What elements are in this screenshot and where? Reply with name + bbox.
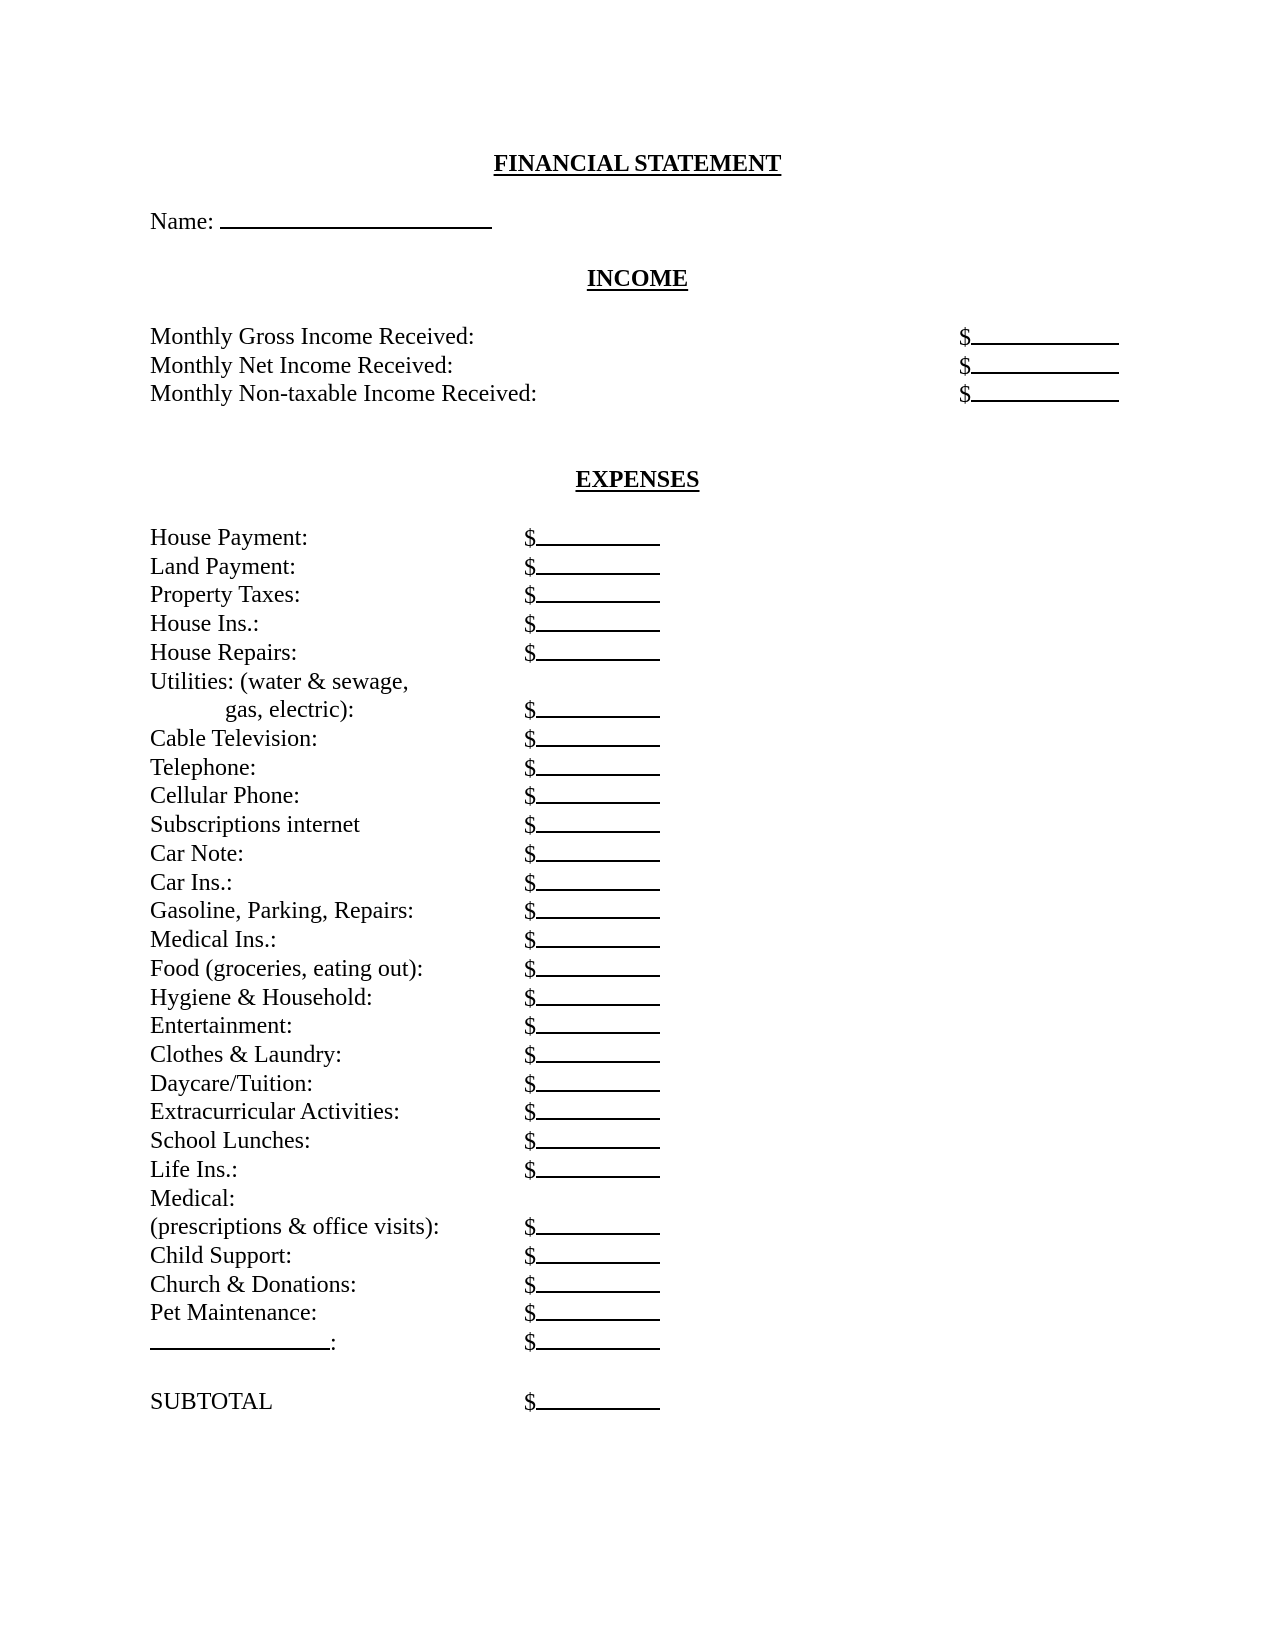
expense-item-amount [524, 725, 660, 754]
expense-item-label: Telephone: [150, 754, 257, 781]
expense-item-label: Medical Ins.: [150, 927, 277, 954]
expense-amount-field[interactable] [536, 1070, 660, 1092]
expense-item-label: Pet Maintenance: [150, 1300, 318, 1327]
currency-symbol: $ [524, 1157, 536, 1184]
expense-item-amount [524, 955, 660, 984]
expense-item-amount [524, 1041, 660, 1070]
expense-item-label: Clothes & Laundry: [150, 1041, 342, 1068]
currency-symbol: $ [524, 583, 536, 610]
expense-item-label: Land Payment: [150, 553, 296, 580]
currency-symbol: $ [524, 1390, 536, 1416]
expense-amount-field[interactable] [536, 524, 660, 546]
expense-item-amount [524, 524, 660, 553]
expense-item-amount [524, 1070, 660, 1099]
currency-symbol: $ [524, 1215, 536, 1242]
name-field[interactable] [220, 207, 492, 229]
income-item-amount [959, 323, 1119, 352]
income-heading: INCOME [586, 266, 689, 292]
expense-item-amount [524, 897, 660, 926]
expense-item-amount [524, 1271, 660, 1300]
expense-item-label: Extracurricular Activities: [150, 1099, 400, 1126]
expense-item-amount [524, 1127, 660, 1156]
expense-item-label: Cable Television: [150, 726, 318, 753]
expense-item-amount [524, 1012, 660, 1041]
expense-amount-field[interactable] [536, 1242, 660, 1264]
income-item-label: Monthly Net Income Received: [150, 352, 454, 379]
expense-item-amount [524, 754, 660, 783]
expense-item-amount [524, 1328, 660, 1357]
income-amount-field[interactable] [971, 323, 1119, 345]
custom-expense-colon: : [330, 1330, 337, 1357]
expense-item-amount [524, 840, 660, 869]
expense-amount-field[interactable] [536, 1156, 660, 1178]
expense-amount-field[interactable] [536, 1041, 660, 1063]
expense-amount-field[interactable] [536, 754, 660, 776]
expense-amount-field[interactable] [536, 955, 660, 977]
currency-symbol: $ [959, 353, 971, 380]
expense-item-amount [524, 581, 660, 610]
income-amount-field[interactable] [971, 352, 1119, 374]
expense-item-amount [524, 553, 660, 582]
expense-item-label: Utilities: (water & sewage, [150, 668, 409, 695]
expense-amount-field[interactable] [536, 926, 660, 948]
custom-expense-label [150, 1328, 337, 1357]
currency-symbol: $ [524, 985, 536, 1012]
expense-item-amount [524, 869, 660, 898]
expense-item-label: Hygiene & Household: [150, 984, 373, 1011]
currency-symbol: $ [524, 526, 536, 552]
expense-item-label: House Ins.: [150, 611, 260, 638]
expense-amount-field[interactable] [536, 553, 660, 575]
expense-amount-field[interactable] [536, 1271, 660, 1293]
expense-item-amount [524, 639, 660, 668]
currency-symbol: $ [524, 1014, 536, 1041]
expense-item-amount [524, 1299, 660, 1328]
currency-symbol: $ [524, 1042, 536, 1069]
expense-item-label: Food (groceries, eating out): [150, 955, 424, 982]
currency-symbol: $ [524, 813, 536, 840]
expense-item-amount [524, 1213, 660, 1242]
expense-amount-field[interactable] [536, 1012, 660, 1034]
expense-item-label: Entertainment: [150, 1013, 293, 1040]
expense-item-label: Car Ins.: [150, 869, 233, 896]
expense-amount-field[interactable] [536, 696, 660, 718]
currency-symbol: $ [959, 325, 971, 351]
income-item-amount [959, 352, 1119, 381]
expense-amount-field[interactable] [536, 1213, 660, 1235]
expense-amount-field[interactable] [536, 610, 660, 632]
subtotal-amount [524, 1388, 660, 1417]
currency-symbol: $ [524, 612, 536, 639]
expense-item-label: Child Support: [150, 1243, 293, 1269]
currency-symbol: $ [524, 1244, 536, 1270]
currency-symbol: $ [524, 755, 536, 782]
expense-amount-field[interactable] [536, 869, 660, 891]
currency-symbol: $ [524, 640, 536, 667]
expense-item-label: House Repairs: [150, 639, 298, 666]
expense-item-amount [524, 1156, 660, 1185]
expense-item-amount [524, 782, 660, 811]
expense-item-label: Medical: [150, 1185, 236, 1212]
currency-symbol: $ [524, 870, 536, 897]
income-item-label: Monthly Gross Income Received: [150, 324, 475, 350]
currency-symbol: $ [959, 382, 971, 408]
expense-item-label: gas, electric): [225, 697, 355, 724]
expense-item-label: Church & Donations: [150, 1271, 357, 1298]
currency-symbol: $ [524, 841, 536, 868]
expense-amount-field[interactable] [536, 811, 660, 833]
currency-symbol: $ [524, 1272, 536, 1299]
expense-amount-field[interactable] [536, 1127, 660, 1149]
expense-item-label: Life Ins.: [150, 1156, 238, 1183]
custom-expense-name-field[interactable] [150, 1328, 330, 1350]
name-row [150, 207, 492, 236]
form-title: FINANCIAL STATEMENT [493, 151, 782, 177]
subtotal-label: SUBTOTAL [150, 1389, 273, 1415]
expenses-heading: EXPENSES [575, 467, 700, 493]
name-label: Name: [150, 209, 214, 235]
expense-item-amount [524, 984, 660, 1013]
expense-amount-field[interactable] [536, 840, 660, 862]
expense-item-amount [524, 696, 660, 725]
expense-item-label: (prescriptions & office visits): [150, 1214, 440, 1241]
currency-symbol: $ [524, 956, 536, 983]
expense-amount-field[interactable] [536, 1098, 660, 1120]
income-item-label: Monthly Non-taxable Income Received: [150, 381, 538, 407]
expense-item-amount [524, 811, 660, 840]
expense-item-amount [524, 926, 660, 955]
expense-amount-field[interactable] [536, 725, 660, 747]
currency-symbol: $ [524, 1330, 536, 1357]
subtotal-field[interactable] [536, 1388, 660, 1410]
expense-item-amount [524, 1242, 660, 1271]
expense-amount-field[interactable] [536, 897, 660, 919]
currency-symbol: $ [524, 698, 536, 725]
currency-symbol: $ [524, 1071, 536, 1098]
expense-item-label: Car Note: [150, 840, 244, 867]
currency-symbol: $ [524, 784, 536, 811]
currency-symbol: $ [524, 1100, 536, 1127]
expense-amount-field[interactable] [536, 581, 660, 603]
expense-item-label: House Payment: [150, 525, 308, 551]
expense-item-label: Cellular Phone: [150, 783, 300, 810]
income-item-amount [959, 380, 1119, 409]
currency-symbol: $ [524, 554, 536, 581]
expense-item-label: School Lunches: [150, 1128, 311, 1155]
expense-item-amount [524, 1098, 660, 1127]
currency-symbol: $ [524, 1129, 536, 1156]
currency-symbol: $ [524, 899, 536, 926]
expense-amount-field[interactable] [536, 1299, 660, 1321]
expense-amount-field[interactable] [536, 639, 660, 661]
currency-symbol: $ [524, 928, 536, 955]
expense-item-amount [524, 610, 660, 639]
expense-item-label: Subscriptions internet [150, 812, 360, 839]
expense-item-label: Property Taxes: [150, 582, 301, 609]
expense-amount-field[interactable] [536, 984, 660, 1006]
currency-symbol: $ [524, 727, 536, 754]
expense-item-label: Gasoline, Parking, Repairs: [150, 898, 414, 925]
expense-amount-field[interactable] [536, 1328, 660, 1350]
currency-symbol: $ [524, 1301, 536, 1328]
income-amount-field[interactable] [971, 380, 1119, 402]
expense-amount-field[interactable] [536, 782, 660, 804]
expense-item-label: Daycare/Tuition: [150, 1070, 314, 1097]
